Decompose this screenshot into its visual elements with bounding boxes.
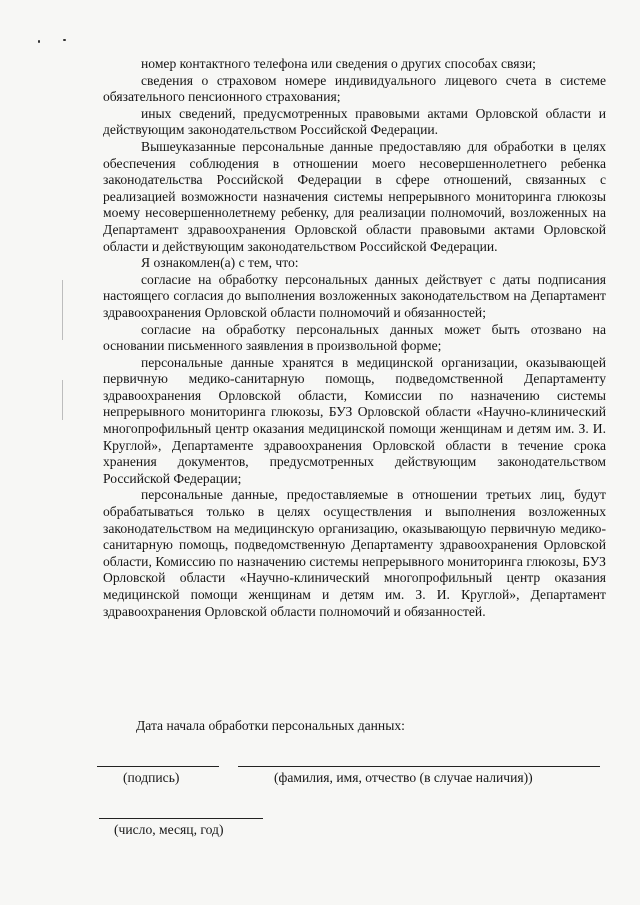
fio-caption: (фамилия, имя, отчество (в случае наличия)) xyxy=(274,770,533,785)
consent-text xyxy=(103,56,606,620)
paragraph: персональные данные, предоставляемые в отношении третьих лиц, будут обрабатываться только в целях осуществления и выполнения возложенных законодательством на медицинскую организацию, оказывающую первичную медико-санитарную помощь, подведомственную Департаменту здравоохранения Орловской области, Комиссию по назначению системы непрерывного мониторинга глюкозы, БУЗ Орловской области «Научно-клинический многопрофильный центр оказания медицинской помощи женщинам и детям им. З. И. Круглой», Департамент здравоохранения Орловской области полномочий и обязанностей. xyxy=(103,487,606,619)
date-start-label: Дата начала обработки персональных данных: xyxy=(136,718,405,733)
paragraph: иных сведений, предусмотренных правовыми актами Орловской области и действующим законодательством Российской Федерации. xyxy=(103,105,606,138)
date-caption: (число, месяц, год) xyxy=(114,822,224,837)
paragraph: персональные данные хранятся в медицинской организации, оказывающей первичную медико-санитарную помощь, подведомственной Департаменту здравоохранения Орловской области, Комиссии по назначению системы непрерывного мониторинга глюкозы, БУЗ Орловской области «Научно-клинический многопрофильный центр оказания медицинской помощи женщинам и детям им. З. И. Круглой», Департаменте здравоохранения Орловской области в течение срока хранения документов, предусмотренных действующим законодательством Российской Федерации; xyxy=(103,354,606,486)
signature-line xyxy=(97,766,219,767)
paragraph: согласие на обработку персональных данных действует с даты подписания настоящего согласия до выполнения возложенных законодательством на Департамент здравоохранения Орловской области полномочий и обязанностей; xyxy=(103,271,606,320)
paragraph: номер контактного телефона или сведения о других способах связи; xyxy=(141,56,536,71)
paragraph: Я ознакомлен(а) с тем, что: xyxy=(141,255,299,271)
fio-line xyxy=(238,766,600,767)
scan-speck xyxy=(63,39,66,41)
date-line xyxy=(99,818,263,819)
scan-edge-line xyxy=(62,380,63,420)
paragraph: согласие на обработку персональных данных может быть отозвано на основании письменного заявления в произвольной форме; xyxy=(103,321,606,354)
scan-edge-line xyxy=(62,280,63,340)
paragraph: сведения о страховом номере индивидуального лицевого счета в системе обязательного пенсионного страхования; xyxy=(103,72,606,105)
signature-caption: (подпись) xyxy=(123,770,180,785)
scan-speck xyxy=(38,40,40,43)
paragraph: Вышеуказанные персональные данные предоставляю для обработки в целях обеспечения соблюдения в отношении моего несовершеннолетнего ребенка законодательства Российской Федерации в сфере отношений, связанных с реализацией возможности назначения системы непрерывного мониторинга глюкозы моему несовершеннолетнему ребенку, для реализации полномочий, возложенных на Департамент здравоохранения Орловской области правовыми актами Орловской области и действующим законодательством Российской Федерации. xyxy=(103,138,606,254)
